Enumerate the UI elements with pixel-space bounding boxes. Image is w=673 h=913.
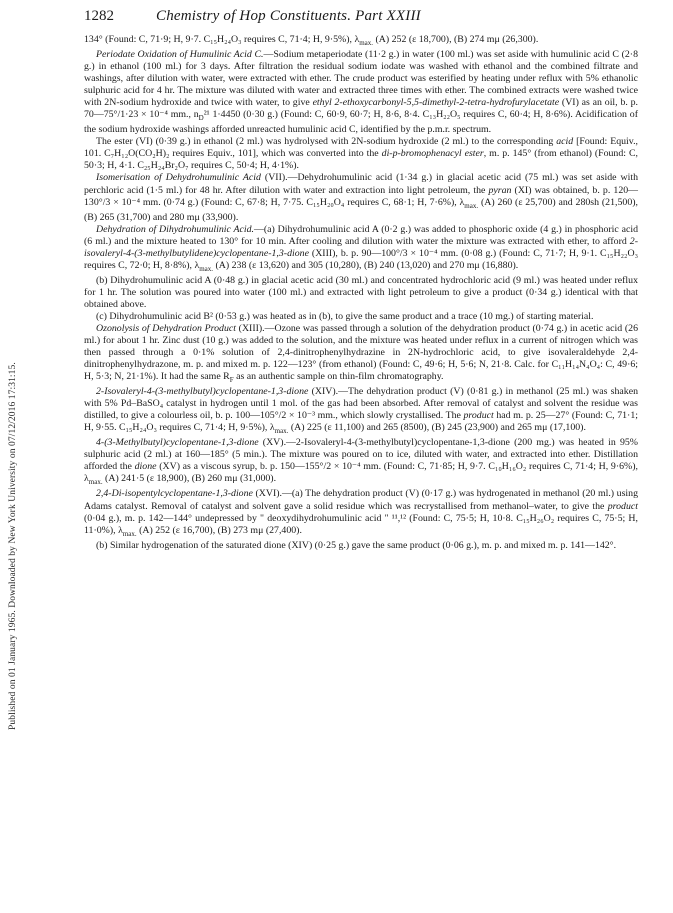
italic-text: 4-(3-Methylbutyl)cyclopentane-1,3-dione: [96, 437, 259, 449]
paragraph: [84, 488, 638, 539]
text-run: (VI) as an oil, b. p. 70—75°/1·23 × 10⁻⁴ mm., n: [84, 97, 639, 121]
text-run: (XIV).—The dehydration product (V) (0·81 g.) in methanol (25 ml.) was shaken with 5% Pd–BaSO₄ catalyst in hydrogen until 1 mol. of the gas had been absorbed. After removal of catalyst and solvent the residue was distilled, to give a colourless oil, b. p. 100—105°/2 × 10⁻³ mm., which slowly crystallised. The: [84, 386, 638, 422]
text-run: (XIII), b. p. 90—100°/3 × 10⁻⁴ mm. (0·08 g.) (Found: C, 71·7; H, 9·1. C₁₅H₂₂O₃ requires C, 72·0; H, 8·8%), λ: [84, 247, 638, 271]
paragraph: [84, 49, 638, 136]
text-run: (XV) as a viscous syrup, b. p. 150—155°/2 × 10⁻⁴ mm. (Found: C, 71·85; H, 9·7. C₁₀H₁₆O₂ requires C, 71·4; H, 9·6%), λ: [84, 461, 638, 485]
text-run: (A) 252 (ε 16,700), (B) 273 mμ (27,400).: [136, 524, 302, 536]
text-run: (XI) was obtained, b. p. 120—130°/3 × 10⁻⁴ mm. (0·74 g.) (Found: C, 67·8; H, 7·75. C₁₅H₂₀O₄ requires C, 68·1; H, 7·6%), λ: [84, 184, 639, 208]
subscript-text: max.: [464, 201, 479, 210]
text-run: had m. p. 25—27° (Found: C, 71·1; H, 9·55. C₁₅H₂₄O₃ requires C, 71·4; H, 9·5%), λ: [84, 410, 638, 434]
paragraph: [84, 34, 638, 49]
paragraph: [84, 275, 638, 311]
italic-text: di-p-bromophenacyl ester: [381, 148, 484, 160]
text-run: (b) Similar hydrogenation of the saturated dione (XIV) (0·25 g.) gave the same product (0·06 g.), m. p. and mixed m. p. 141—142°.: [96, 539, 617, 551]
paragraph: [84, 224, 638, 275]
text-run: (A) 238 (ε 13,620) and 305 (10,280), (B) 240 (13,020) and 270 mμ (16,880).: [213, 259, 519, 271]
text-run: (XV).—2-Isovaleryl-4-(3-methylbutyl)cyclopentane-1,3-dione (200 mg.) was heated in 95% sulphuric acid (2 ml.) at 160—185° (5 min.). The mixture was poured on to ice, diluted with water, and extracted into ether. Distillation afforded the: [84, 437, 638, 473]
italic-text: Isomerisation of Dehydrohumulinic Acid: [96, 172, 261, 184]
subscript-text: D: [198, 114, 204, 123]
italic-text: product: [607, 500, 638, 512]
paragraph: [84, 540, 638, 552]
text-run: ²¹ 1·4450 (0·30 g.) (Found: C, 60·9, 60·7; H, 8·6, 8·4. C₁₃H₂₂O₅ requires C, 60·4; H, 8·6%). Acidification of the sodium hydroxide washings afforded unreacted humulinic acid C, identified by the p.m.r. spectrum.: [84, 109, 638, 136]
text-run: (0·04 g.), m. p. 142—144° undepressed by " deoxydihydrohumulinic acid " ¹¹,¹² (Found: C, 75·5; H, 10·8. C₁₅H₂₆O₂ requires C, 75·5; H, 11·0%), λ: [84, 512, 638, 536]
text-run: The ester (VI) (0·39 g.) in ethanol (2 ml.) was hydrolysed with 2N-sodium hydroxide (2 ml.) to the corresponding: [96, 136, 557, 148]
italic-text: product: [463, 410, 494, 422]
italic-text: Periodate Oxidation of Humulinic Acid C.: [96, 49, 264, 61]
text-run: (c) Dihydrohumulinic acid B² (0·53 g.) was heated as in (b), to give the same product and a trace (10 mg.) of starting material.: [96, 310, 594, 322]
text-run: as an authentic sample on thin-film chromatography.: [233, 371, 444, 383]
paragraph: [84, 323, 638, 386]
provenance-text: Published on 01 January 1965. Downloaded by New York University on 07/12/2016 17:31:15.: [8, 362, 18, 730]
subscript-text: F: [229, 376, 234, 385]
paragraph: [84, 172, 638, 223]
page-number: 1282: [84, 8, 114, 24]
running-title: Chemistry of Hop Constituents. Part XXIII: [156, 8, 421, 24]
page-header: [84, 8, 639, 32]
text-run: (XVI).—(a) The dehydration product (V) (0·17 g.) was hydrogenated in methanol (20 ml.) using Adams catalyst. Removal of catalyst and solvent gave a solid residue which was recrystallised from methanol–water, to give the: [84, 488, 638, 512]
subscript-text: max.: [199, 264, 214, 273]
italic-text: dione: [134, 461, 157, 473]
paragraph: [84, 437, 638, 488]
text-run: (A) 260 (ε 25,700) and 280sh (21,500), (B) 265 (31,700) and 280 mμ (33,900).: [84, 196, 638, 223]
italic-text: acid: [556, 136, 574, 148]
text-run: , m. p. 145° (from ethanol) (Found: C, 50·3; H, 4·1. C₂₅H₂₄Br₂O₇ requires C, 50·4; H, 4·1%).: [84, 148, 639, 172]
text-run: 134° (Found: C, 71·9; H, 9·7. C₁₅H₂₄O₃ requires C, 71·4; H, 9·5%), λ: [84, 34, 360, 45]
italic-text: 2-isovaleryl-4-(3-methylbutylidene)cyclopentane-1,3-dione: [84, 235, 638, 259]
italic-text: Dehydration of Dihydrohumulinic Acid.: [96, 223, 255, 235]
italic-text: ethyl 2-ethoxycarbonyl-5,5-dimethyl-2-tetra-hydrofurylacetate: [312, 97, 560, 109]
text-run: (A) 252 (ε 18,700), (B) 274 mμ (26,300).: [373, 34, 539, 45]
text-run: (A) 241·5 (ε 18,900), (B) 260 mμ (31,000).: [102, 473, 277, 485]
subscript-text: max.: [274, 427, 289, 436]
paragraph: [84, 311, 638, 323]
paragraph: [84, 386, 638, 437]
text-run: —(a) Dihydrohumulinic acid A (0·2 g.) was added to phosphoric oxide (4 g.) in phosphoric acid (6 ml.) and the mixture heated to 130° for 10 min. After cooling and dilution with water the mixture was extracted with ether, to afford: [84, 223, 638, 247]
text-run: (A) 225 (ε 11,100) and 265 (8500), (B) 245 (23,900) and 265 mμ (17,100).: [288, 422, 586, 434]
article-body: [84, 34, 638, 552]
italic-text: 2-Isovaleryl-4-(3-methylbutyl)cyclopentane-1,3-dione: [96, 386, 309, 398]
text-run: (b) Dihydrohumulinic acid A (0·48 g.) in glacial acetic acid (30 ml.) and concentrated hydrochloric acid (9 ml.) was heated under reflux for 1 hr. The solution was poured into water (100 ml.) and extracted with light petroleum to give a product (0·34 g.) identical with that obtained above.: [84, 274, 638, 310]
subscript-text: max.: [359, 38, 374, 47]
italic-text: pyran: [488, 184, 512, 196]
text-run: —Sodium metaperiodate (11·2 g.) in water (100 ml.) was set aside with humulinic acid C (2·8 g.) in ethanol (100 ml.) for 3 days. After filtration the residual sodium iodate was washed with ethanol and the combined filtrate and washings, after dilution with water, were extracted with ether. The crude product was esterified by heating under reflux with 5% ethanolic sulphuric acid for 4 hr. The mixture was diluted with water and extracted three times with ether. The combined extracts were washed twice with 2N-sodium hydroxide and twice with water, to give: [84, 49, 638, 109]
italic-text: 2,4-Di-isopentylcyclopentane-1,3-dione: [96, 488, 253, 500]
subscript-text: max.: [122, 529, 137, 538]
text-run: (VII).—Dehydrohumulinic acid (1·34 g.) in glacial acetic acid (75 ml.) was set aside with perchloric acid (1·5 ml.) for 48 hr. After dilution with water and extraction into light petroleum, the: [84, 172, 638, 196]
text-run: (XIII).—Ozone was passed through a solution of the dehydration product (0·74 g.) in acetic acid (26 ml.) for about 1 hr. Zinc dust (10 g.) was added to the solution, and the mixture was heated under reflux in a current of nitrogen which was then passed through a 0·1% solution of 2,4-dinitrophenylhydrazine in 2N-hydrochloric acid, to give isovaleraldehyde 2,4-dinitrophenylhydrazone, m. p. and mixed m. p. 122—123° (from ethanol) (Found: C, 49·6; H, 5·6; N, 21·8. Calc. for C₁₁H₁₄N₄O₄: C, 49·6; H, 5·3; N, 21·1%). It had the same R: [84, 322, 638, 383]
text-run: [Found: Equiv., 101. C₇H₁₂O(CO₂H)₂ requires Equiv., 101], which was converted into the: [84, 136, 638, 160]
subscript-text: max.: [88, 478, 103, 487]
italic-text: Ozonolysis of Dehydration Product: [96, 322, 236, 334]
paragraph: [84, 136, 638, 172]
